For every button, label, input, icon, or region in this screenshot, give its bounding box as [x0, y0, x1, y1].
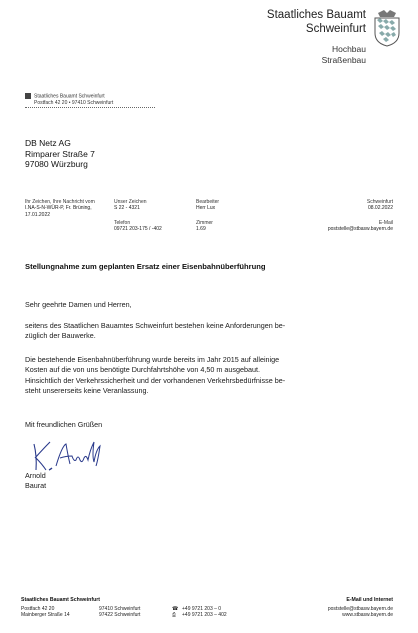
phone-value: 09721 203-175 / -402 — [114, 226, 162, 233]
phone-label: Telefon — [114, 220, 131, 226]
dept-line1: Hochbau — [331, 44, 366, 54]
your-ref-label: Ihr Zeichen, Ihre Nachricht vom — [25, 199, 95, 205]
footer-contact-heading: E-Mail und Internet — [346, 597, 393, 603]
paragraph-2-line2: Kosten auf die von uns benötigte Durchfahrtshöhe von 4,50 m ausgebaut. — [25, 365, 260, 375]
footer-email[interactable]: poststelle@stbasw.bayern.de — [327, 606, 393, 612]
handler-value: Herr Lux — [196, 205, 216, 212]
signer — [25, 471, 395, 491]
footer-web[interactable]: www.stbasw.bayern.de — [342, 612, 393, 619]
our-ref-value: S 22 - 4321 — [114, 205, 140, 212]
footer-contact — [328, 606, 393, 619]
recipient-address — [25, 138, 95, 170]
paragraph-2 — [25, 355, 395, 396]
sender-return-address — [25, 93, 155, 108]
room-value: 1.69 — [196, 226, 206, 233]
place-label: Schweinfurt — [366, 199, 393, 205]
recipient-city: 97080 Würzburg — [25, 159, 88, 169]
paragraph-2-line1: Die bestehende Eisenbahnüberführung wurde bereits im Jahr 2015 auf alleinige — [25, 355, 280, 364]
sender-line1: Staatliches Bauamt Schweinfurt — [34, 93, 105, 100]
footer-zip1: 97410 Schweinfurt — [99, 606, 141, 612]
letter-date: 08.02.2022 — [367, 205, 393, 212]
your-ref-value: I.NA-S-N-WÜR-P, Fr. Brüning, — [25, 205, 92, 212]
our-ref-label: Unser Zeichen — [114, 199, 147, 205]
paragraph-1 — [25, 321, 395, 342]
phone-block — [114, 220, 162, 233]
footer-zip — [99, 606, 140, 619]
footer-addr2: Mainberger Straße 14 — [21, 612, 70, 619]
room-block — [196, 220, 213, 233]
department-block — [322, 44, 366, 66]
phone-icon: ☎ — [172, 606, 179, 612]
paragraph-2-line3: Hinsichtlich der Verkehrssicherheit und der vorhandenen Verkehrsbedürfnisse be- — [25, 375, 286, 385]
your-reference — [25, 199, 95, 218]
authority-name — [267, 8, 366, 36]
bavarian-coat-of-arms-icon — [372, 9, 402, 47]
fax-icon: ⎙ — [172, 612, 177, 619]
paragraph-2-line4: steht unsererseits keine Veranlassung. — [25, 385, 149, 395]
place-date — [367, 199, 393, 212]
sender-line2: Postfach 42 20 • 97410 Schweinfurt — [34, 99, 114, 106]
recipient-street: Rimparer Straße 7 — [25, 148, 95, 159]
recipient-name: DB Netz AG — [25, 138, 71, 148]
email-block — [328, 220, 393, 233]
handler — [196, 199, 219, 212]
letter-subject: Stellungnahme zum geplanten Ersatz einer Eisenbahnüberführung — [25, 262, 266, 271]
email-value: poststelle@stbasw.bayern.de — [327, 226, 393, 233]
closing: Mit freundlichen Grüßen — [25, 420, 103, 429]
dept-line2: Straßenbau — [321, 55, 366, 65]
paragraph-1-line1: seitens des Staatlichen Bauamtes Schweinfurt bestehen keine Anforderungen be- — [25, 321, 286, 330]
room-label: Zimmer — [196, 220, 213, 226]
footer-org-heading: Staatliches Bauamt Schweinfurt — [21, 597, 100, 603]
logo-square-icon — [25, 93, 31, 99]
salutation: Sehr geehrte Damen und Herren, — [25, 300, 132, 309]
paragraph-1-line2: züglich der Bauwerke. — [25, 331, 96, 341]
footer-address — [21, 606, 70, 619]
authority-line2: Schweinfurt — [305, 23, 366, 35]
email-label: E-Mail — [378, 220, 393, 226]
footer-zip2: 97422 Schweinfurt — [99, 612, 141, 619]
authority-line1: Staatliches Bauamt — [266, 9, 366, 21]
signer-title: Baurat — [25, 481, 47, 490]
signer-name: Arnold — [25, 471, 46, 480]
handler-label: Bearbeiter — [196, 199, 220, 205]
handwritten-signature — [28, 436, 108, 474]
our-reference — [114, 199, 147, 212]
your-ref-date: 17.01.2022 — [25, 211, 51, 218]
footer-addr1: Postfach 42 20 — [21, 606, 55, 612]
footer-phone-fax — [172, 606, 227, 619]
footer-fax: +49 9721 203 – 402 — [182, 612, 227, 619]
footer-phone: +49 9721 203 – 0 — [182, 606, 222, 612]
